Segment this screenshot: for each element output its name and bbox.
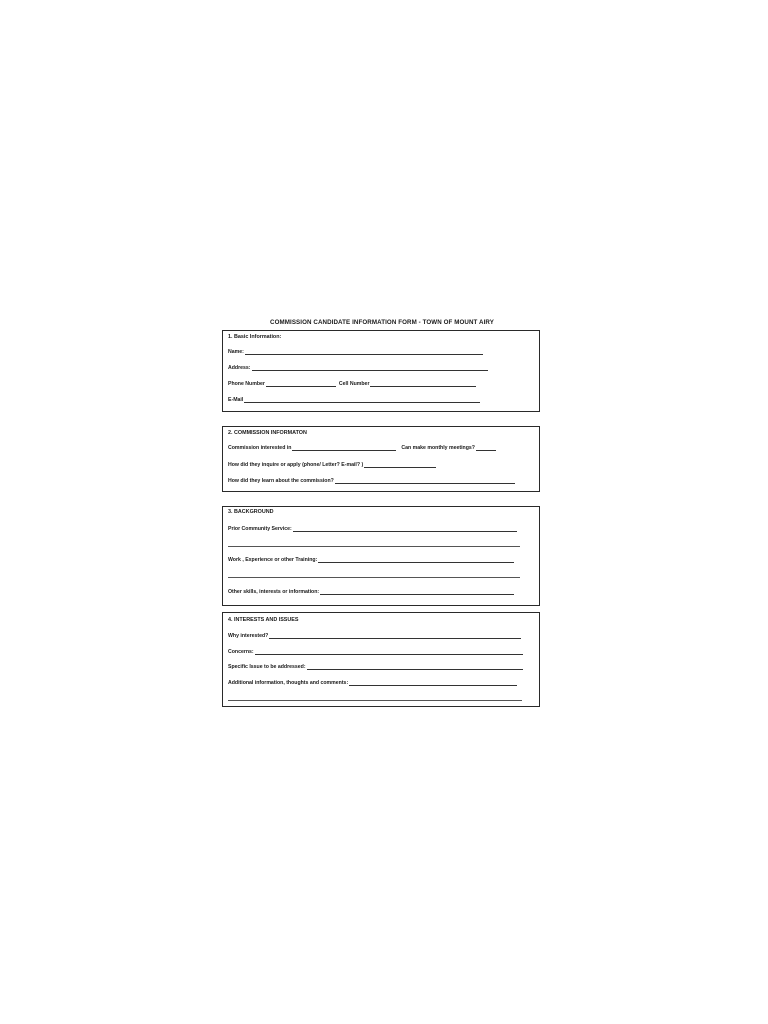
name-row — [228, 347, 483, 355]
commission-information-heading: 2. COMMISSION INFORMATON — [228, 430, 307, 436]
email-label: E-Mail — [228, 397, 244, 403]
commission-interested-row — [228, 443, 496, 451]
other-skills-field[interactable] — [320, 588, 514, 595]
inquire-field[interactable] — [364, 461, 436, 468]
inquire-label: How did they inquire or apply (phone/ Letter? E-mail? ) — [228, 462, 364, 468]
work-experience-field[interactable] — [318, 556, 514, 563]
specific-issue-label: Specific Issue to be addressed: — [228, 664, 306, 670]
work-experience-label: Work , Experience or other Training: — [228, 557, 318, 563]
phone-label: Phone Number — [228, 381, 265, 387]
concerns-label: Concerns: — [228, 649, 254, 655]
community-service-extra-line[interactable] — [228, 546, 520, 547]
specific-issue-field[interactable] — [307, 663, 523, 670]
name-field[interactable] — [245, 348, 483, 355]
interests-issues-section — [222, 612, 540, 707]
basic-information-section — [222, 330, 540, 412]
cell-label: Cell Number — [338, 381, 370, 387]
concerns-row — [228, 647, 523, 655]
background-section — [222, 506, 540, 606]
additional-info-field[interactable] — [349, 679, 517, 686]
other-skills-label: Other skills, interests or information: — [228, 589, 320, 595]
work-experience-row — [228, 555, 514, 563]
inquire-row — [228, 460, 436, 468]
background-heading: 3. BACKGROUND — [228, 509, 274, 515]
learn-field[interactable] — [335, 477, 515, 484]
learn-row — [228, 476, 515, 484]
work-experience-extra-line[interactable] — [228, 577, 520, 578]
community-service-field[interactable] — [293, 525, 517, 532]
additional-info-label: Additional information, thoughts and comments: — [228, 680, 349, 686]
basic-information-heading: 1. Basic Information: — [228, 334, 282, 340]
learn-label: How did they learn about the commission? — [228, 478, 334, 484]
form-title: COMMISSION CANDIDATE INFORMATION FORM - TOWN OF MOUNT AIRY — [270, 319, 494, 326]
monthly-meetings-label: Can make monthly meetings? — [401, 445, 475, 451]
why-interested-row — [228, 631, 521, 639]
name-label: Name: — [228, 349, 244, 355]
email-field[interactable] — [244, 396, 480, 403]
phone-row — [228, 379, 476, 387]
additional-info-extra-line[interactable] — [228, 700, 522, 701]
community-service-row — [228, 524, 517, 532]
cell-field[interactable] — [370, 380, 476, 387]
commission-interested-field[interactable] — [292, 444, 396, 451]
interests-issues-heading: 4. INTERESTS AND ISSUES — [228, 617, 299, 623]
address-label: Address: — [228, 365, 251, 371]
concerns-field[interactable] — [255, 648, 523, 655]
phone-field[interactable] — [266, 380, 336, 387]
commission-interested-label: Commission interested in — [228, 445, 292, 451]
additional-info-row — [228, 678, 517, 686]
community-service-label: Prior Community Service: — [228, 526, 292, 532]
address-field[interactable] — [252, 364, 488, 371]
why-interested-label: Why interested? — [228, 633, 269, 639]
specific-issue-row — [228, 662, 523, 670]
monthly-meetings-field[interactable] — [476, 444, 496, 451]
email-row — [228, 395, 480, 403]
commission-information-section — [222, 426, 540, 492]
address-row — [228, 363, 488, 371]
other-skills-row — [228, 587, 514, 595]
why-interested-field[interactable] — [269, 632, 521, 639]
